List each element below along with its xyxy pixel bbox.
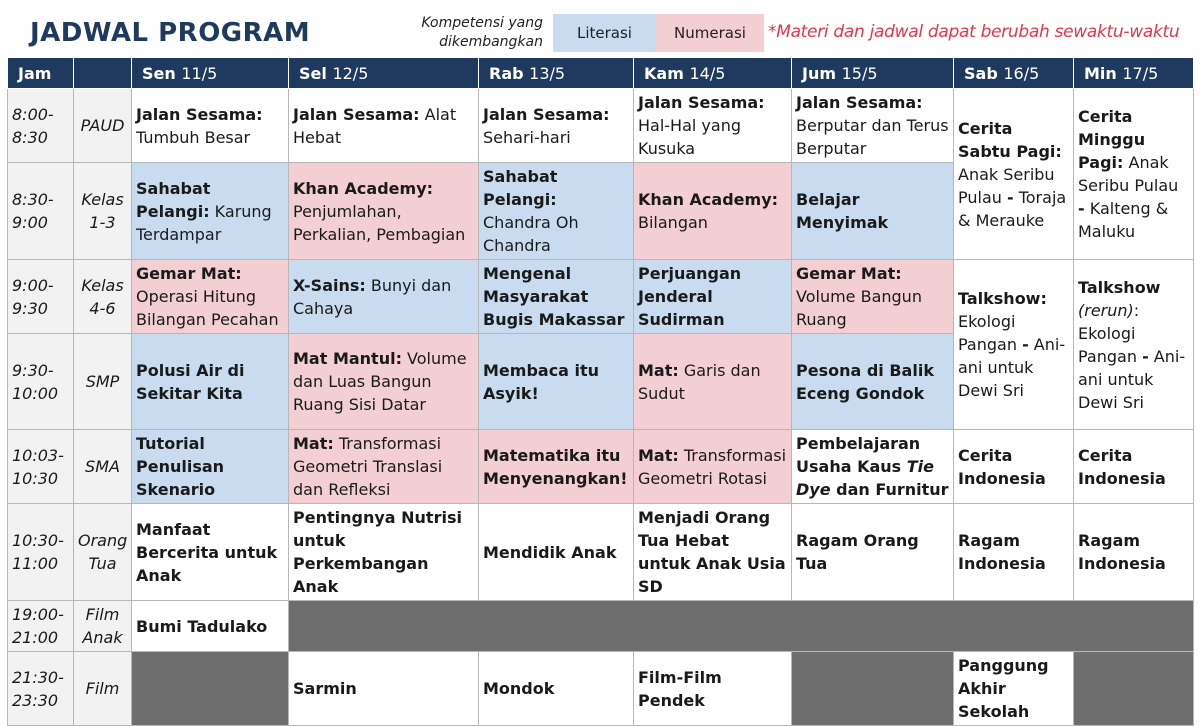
audience-cell: Orang Tua <box>74 504 132 601</box>
header-audience <box>74 58 132 89</box>
time-cell: 8:30- 9:00 <box>8 163 74 260</box>
audience-cell: PAUD <box>74 89 132 163</box>
program-cell: Jalan Sesama: Berputar dan Terus Berputar <box>792 89 954 163</box>
program-cell: Pembelajaran Usaha Kaus Tie Dye dan Furnitur <box>792 430 954 504</box>
time-cell: 21:30- 23:30 <box>8 652 74 726</box>
row-film <box>8 652 1194 726</box>
legend-literasi: Literasi <box>553 14 656 52</box>
audience-cell: Film Anak <box>74 601 132 652</box>
time-cell: 19:00- 21:00 <box>8 601 74 652</box>
row-film-anak <box>8 601 1194 652</box>
program-cell: Film-Film Pendek <box>634 652 792 726</box>
program-cell: Sahabat Pelangi: Chandra Oh Chandra <box>479 163 634 260</box>
program-cell: Khan Academy: Bilangan <box>634 163 792 260</box>
program-cell: Sahabat Pelangi: Karung Terdampar <box>132 163 289 260</box>
program-cell: Pesona di Balik Eceng Gondok <box>792 334 954 430</box>
program-cell: Cerita Sabtu Pagi: Anak Seribu Pulau - Toraja & Merauke <box>954 89 1074 260</box>
program-cell: Mat: Transformasi Geometri Rotasi <box>634 430 792 504</box>
program-cell: Jalan Sesama: Alat Hebat <box>289 89 479 163</box>
program-cell: Mat: Garis dan Sudut <box>634 334 792 430</box>
program-cell: X-Sains: Bunyi dan Cahaya <box>289 260 479 334</box>
program-cell: Manfaat Bercerita untuk Anak <box>132 504 289 601</box>
program-cell: Jalan Sesama: Hal-Hal yang Kusuka <box>634 89 792 163</box>
audience-cell: Film <box>74 652 132 726</box>
program-cell: Pentingnya Nutrisi untuk Perkembangan Anak <box>289 504 479 601</box>
program-cell: Mat Mantul: Volume dan Luas Bangun Ruang Sisi Datar <box>289 334 479 430</box>
row-orang-tua <box>8 504 1194 601</box>
disclaimer-note: *Materi dan jadwal dapat berubah sewaktu-waktu <box>768 22 1180 42</box>
program-cell: Cerita Indonesia <box>1074 430 1194 504</box>
program-cell: Mendidik Anak <box>479 504 634 601</box>
row-kelas-4-6 <box>8 260 1194 334</box>
program-cell: Tutorial Penulisan Skenario <box>132 430 289 504</box>
program-cell: Mat: Transformasi Geometri Translasi dan Refleksi <box>289 430 479 504</box>
program-cell: Bumi Tadulako <box>132 601 289 652</box>
time-cell: 9:30- 10:00 <box>8 334 74 430</box>
audience-cell: Kelas 4-6 <box>74 260 132 334</box>
time-cell: 10:30- 11:00 <box>8 504 74 601</box>
program-cell: Belajar Menyimak <box>792 163 954 260</box>
program-cell: Matematika itu Menyenangkan! <box>479 430 634 504</box>
header-day: Sel 12/5 <box>289 58 479 89</box>
program-cell: Membaca itu Asyik! <box>479 334 634 430</box>
program-cell: Sarmin <box>289 652 479 726</box>
program-cell: Gemar Mat: Volume Bangun Ruang <box>792 260 954 334</box>
program-cell: Cerita Minggu Pagi: Anak Seribu Pulau - Kalteng & Maluku <box>1074 89 1194 260</box>
program-cell: Khan Academy: Penjumlahan, Perkalian, Pembagian <box>289 163 479 260</box>
header-day: Kam 14/5 <box>634 58 792 89</box>
header-day: Min 17/5 <box>1074 58 1194 89</box>
program-cell: Gemar Mat: Operasi Hitung Bilangan Pecahan <box>132 260 289 334</box>
program-cell: Perjuangan Jenderal Sudirman <box>634 260 792 334</box>
header-day: Rab 13/5 <box>479 58 634 89</box>
program-cell: Menjadi Orang Tua Hebat untuk Anak Usia SD <box>634 504 792 601</box>
audience-cell: SMA <box>74 430 132 504</box>
time-cell: 10:03- 10:30 <box>8 430 74 504</box>
no-program-cell <box>289 601 1194 652</box>
no-program-cell <box>132 652 289 726</box>
row-sma <box>8 430 1194 504</box>
program-cell: Ragam Orang Tua <box>792 504 954 601</box>
time-cell: 8:00- 8:30 <box>8 89 74 163</box>
program-cell: Talkshow: Ekologi Pangan - Ani-ani untuk Dewi Sri <box>954 260 1074 430</box>
program-cell: Mondok <box>479 652 634 726</box>
legend-label: Kompetensi yang dikembangkan <box>421 15 543 50</box>
audience-cell: Kelas 1-3 <box>74 163 132 260</box>
row-paud <box>8 89 1194 163</box>
schedule-table <box>7 57 1194 726</box>
no-program-cell <box>792 652 954 726</box>
header-day: Sen 11/5 <box>132 58 289 89</box>
header-row <box>8 58 1194 89</box>
no-program-cell <box>1074 652 1194 726</box>
program-cell: Talkshow (rerun): Ekologi Pangan - Ani-ani untuk Dewi Sri <box>1074 260 1194 430</box>
audience-cell: SMP <box>74 334 132 430</box>
program-cell: Jalan Sesama: Tumbuh Besar <box>132 89 289 163</box>
header-day: Jum 15/5 <box>792 58 954 89</box>
program-cell: Panggung Akhir Sekolah <box>954 652 1074 726</box>
header-jam: Jam <box>8 58 74 89</box>
header-day: Sab 16/5 <box>954 58 1074 89</box>
program-cell: Cerita Indonesia <box>954 430 1074 504</box>
program-cell: Mengenal Masyarakat Bugis Makassar <box>479 260 634 334</box>
program-cell: Ragam Indonesia <box>1074 504 1194 601</box>
program-cell: Polusi Air di Sekitar Kita <box>132 334 289 430</box>
legend-numerasi: Numerasi <box>656 14 764 52</box>
program-cell: Jalan Sesama: Sehari-hari <box>479 89 634 163</box>
program-cell: Ragam Indonesia <box>954 504 1074 601</box>
page-title: JADWAL PROGRAM <box>30 18 311 48</box>
time-cell: 9:00- 9:30 <box>8 260 74 334</box>
